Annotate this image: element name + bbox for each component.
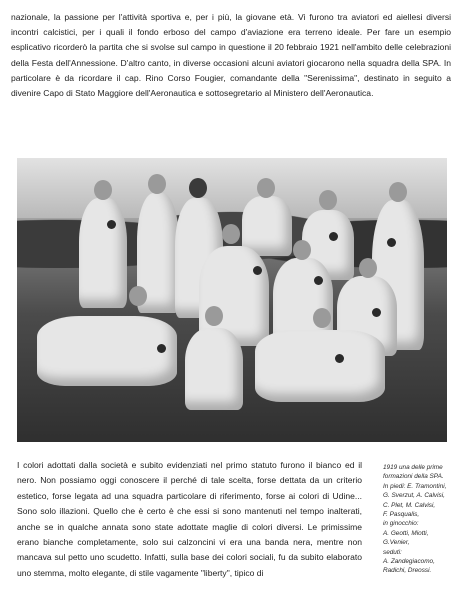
top-paragraph <box>11 10 451 101</box>
player-figure <box>79 198 127 308</box>
jersey-badge <box>253 266 262 275</box>
jersey-badge <box>157 344 166 353</box>
bottom-paragraph <box>17 458 362 581</box>
caption-line: G.Venier, <box>383 539 410 547</box>
jersey-badge <box>314 276 323 285</box>
player-figure <box>255 330 385 402</box>
caption-line: C. Plet, M. Calvisi, <box>383 501 436 509</box>
caption-line: Radichi, Dreossi. <box>383 567 432 575</box>
bottom-paragraph-text: I colori adottati dalla società e subito evidenziati nel primo statuto furono il bianco ed il nero. Non possiamo oggi conoscere il perché di tale scelta, forse dettata da un criterio estetico, forse legata ad una squadra particolare di riferimento, forse ai colori di Udine... Sono solo illazioni. Quello che è certo è che essi si sono mantenuti nel tempo inalterati, anche se in qualche annata sono state adottate maglie di colori diversi. Le primissime erano bianche completamente, solo sui calzoncini vi era una banda nera, mentre non mancava sul petto uno scudetto. Infatti, sulla base dei colori sociali, fu da subito elaborato uno stemma, molto elegante, di stile vagamente "liberty", tipico di <box>17 460 362 578</box>
player-head <box>389 182 407 202</box>
player-head <box>222 224 240 244</box>
player-head <box>205 306 223 326</box>
jersey-badge <box>387 238 396 247</box>
jersey-badge <box>335 354 344 363</box>
jersey-badge <box>372 308 381 317</box>
caption-line: formazioni della SPA. <box>383 473 444 481</box>
caption-line: In piedi: E. Tramontini, <box>383 482 447 490</box>
player-head <box>129 286 147 306</box>
top-paragraph-text: nazionale, la passione per l'attività sportiva e, per i più, la giovane età. Vi furono tra aviatori ed aiellesi diversi incontri calcistici, per i quali il fondo erboso del campo d'aviazione era terreno ideale. Per fare un esempio esplicativo ricorderò la partita che si svolse sul campo in questione il 20 febbraio 1921 nell'ambito delle celebrazioni della Festa dell'Annessione. D'altro canto, in diverse occasioni alcuni aviatori giocarono nella squadra della SPA. In particolare è da ricordare il cap. Rino Corso Fougier, comandante della "Serenissima", destinato in seguito a divenire Capo di Stato Maggiore dell'Aeronautica e sottosegretario al Ministero dell'Aeronautica. <box>11 12 451 99</box>
player-head <box>257 178 275 198</box>
photo-caption <box>383 463 458 576</box>
player-head <box>319 190 337 210</box>
caption-line: in ginocchio: <box>383 520 419 528</box>
team-photo <box>17 158 447 442</box>
caption-line: A. Geotti, Miotti, <box>383 529 429 537</box>
caption-line: G. Sverzut, A. Calvisi, <box>383 492 445 500</box>
player-head <box>293 240 311 260</box>
jersey-badge <box>107 220 116 229</box>
player-head <box>189 178 207 198</box>
player-head <box>148 174 166 194</box>
player-figure <box>37 316 177 386</box>
player-head <box>313 308 331 328</box>
caption-line: seduti: <box>383 548 402 556</box>
caption-line: 1919 una delle prime <box>383 464 443 471</box>
player-figure <box>185 328 243 410</box>
caption-line: F. Pasqualis, <box>383 511 420 519</box>
caption-line: A. Zandegiacomo, <box>383 558 435 566</box>
player-head <box>94 180 112 200</box>
jersey-badge <box>329 232 338 241</box>
player-head <box>359 258 377 278</box>
